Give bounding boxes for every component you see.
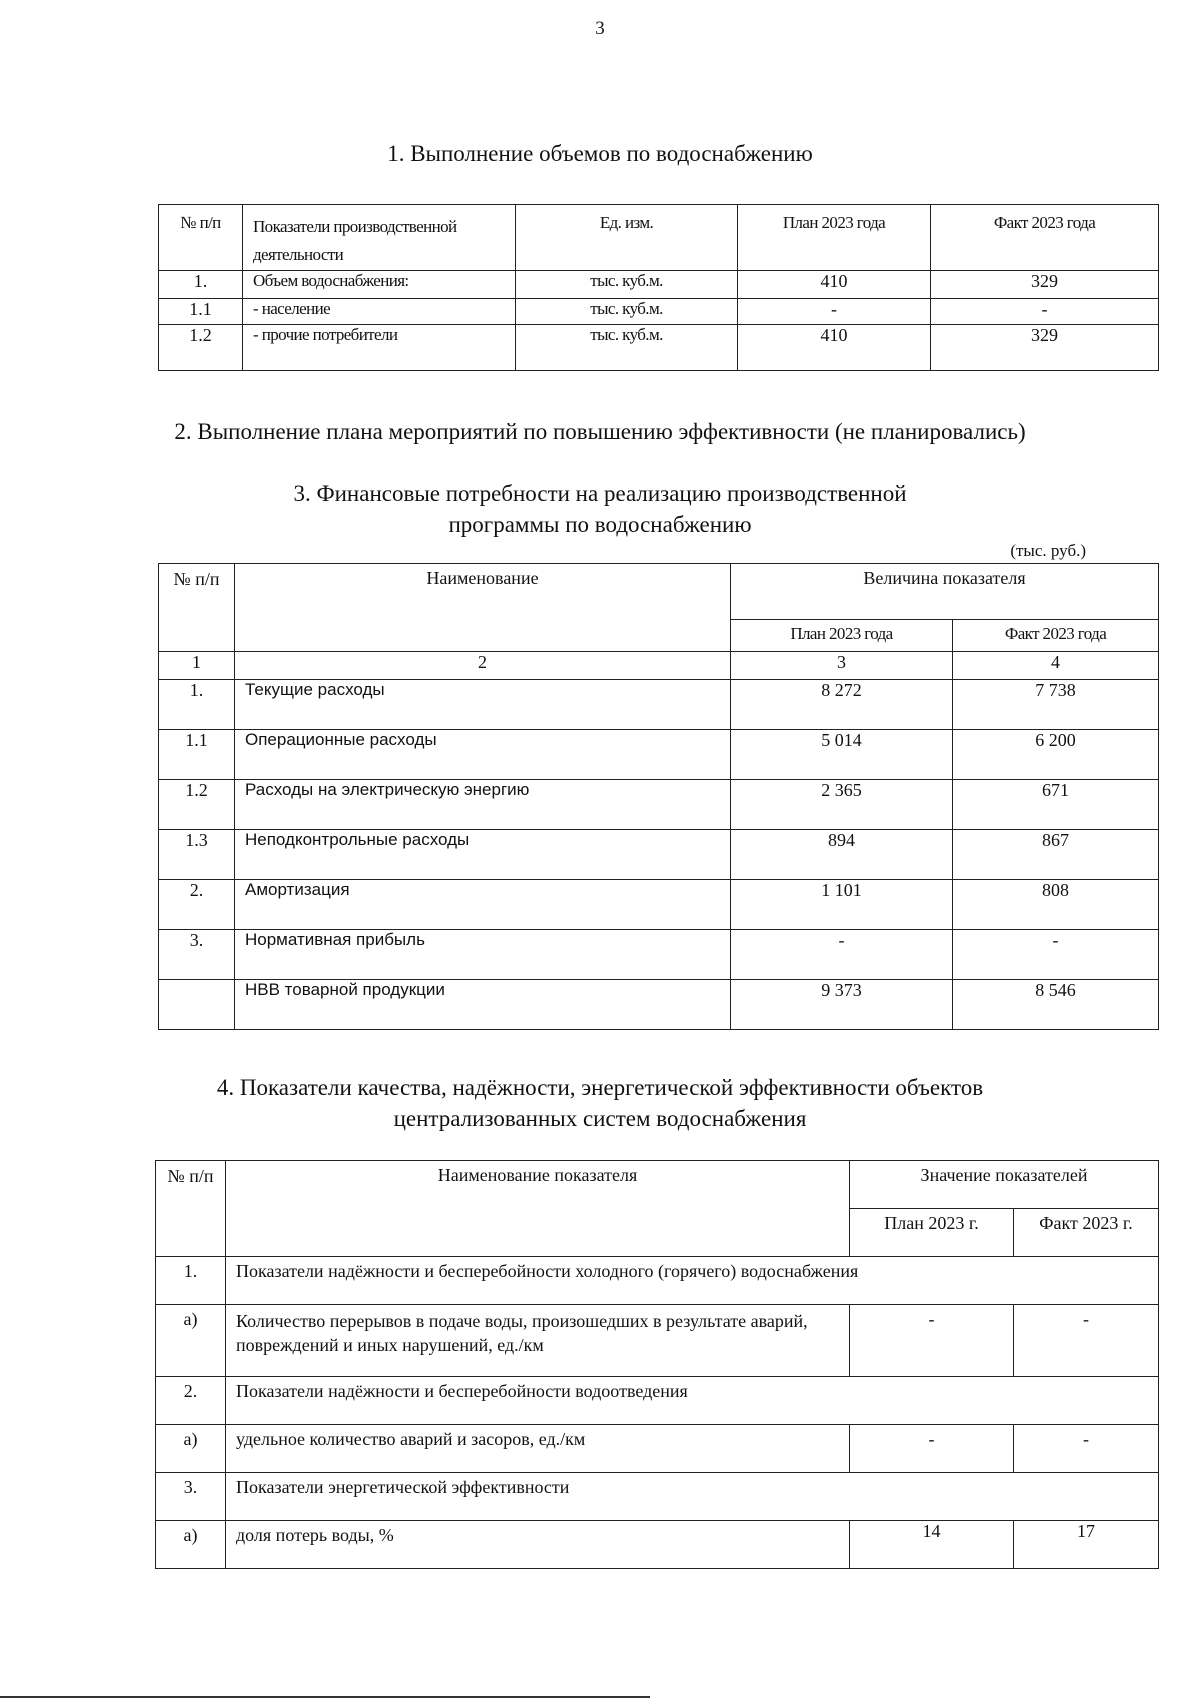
section4-title-line1: 4. Показатели качества, надёжности, энергетической эффективности объектов [216,1075,984,1100]
header-unit: Ед. изм. [516,205,738,271]
table-row: 1. Текущие расходы 8 272 7 738 [159,680,1159,730]
column-numbers-row: 1 2 3 4 [159,652,1159,680]
page-number: 3 [595,18,605,39]
header-num: № п/п [159,564,235,652]
table-row: а) удельное количество аварий и засоров, ед./км - - [156,1425,1159,1473]
table-row: 1.1 - население тыс. куб.м. - - [159,299,1159,325]
section4-title-line2: централизованных систем водоснабжения [393,1106,807,1131]
table-row: а) доля потерь воды, % 14 17 [156,1521,1159,1569]
table-header-row [159,205,1159,271]
header-value: Величина показателя [731,564,1159,620]
header-value: Значение показателей [850,1161,1159,1209]
section2-title: 2. Выполнение плана мероприятий по повышению эффективности (не планировались) [174,419,1026,444]
financial-needs-table [158,563,1159,1030]
table-row: 2. Амортизация 1 101 808 [159,880,1159,930]
table-row: 1.2 - прочие потребители тыс. куб.м. 410 329 [159,325,1159,371]
table-row: 1.1 Операционные расходы 5 014 6 200 [159,730,1159,780]
water-supply-volume-table [158,204,1159,371]
unit-note: (тыс. руб.) [1010,541,1086,560]
table-row: 1.3 Неподконтрольные расходы 894 867 [159,830,1159,880]
table-row: 1.2 Расходы на электрическую энергию 2 365 671 [159,780,1159,830]
section3-title-line2: программы по водоснабжению [448,512,752,537]
table-row: 1. Объем водоснабжения: тыс. куб.м. 410 329 [159,271,1159,299]
section1-title: 1. Выполнение объемов по водоснабжению [387,141,813,166]
header-name: Наименование [235,564,731,652]
header-num: № п/п [156,1161,226,1257]
header-plan: План 2023 года [738,205,931,271]
header-fact: Факт 2023 г. [1014,1209,1159,1257]
header-fact: Факт 2023 года [931,205,1159,271]
table-row-total: НВВ товарной продукции 9 373 8 546 [159,980,1159,1030]
section3-title-line1: 3. Финансовые потребности на реализацию производственной [293,481,907,506]
quality-indicators-table [155,1160,1159,1569]
header-plan: План 2023 года [731,620,953,652]
header-fact: Факт 2023 года [953,620,1159,652]
header-name: Наименование показателя [226,1161,850,1257]
table-row: 3. Нормативная прибыль - - [159,930,1159,980]
header-plan: План 2023 г. [850,1209,1014,1257]
header-indicator: Показатели производственной деятельности [243,205,516,271]
table-row-group: 1. Показатели надёжности и бесперебойности холодного (горячего) водоснабжения [156,1257,1159,1305]
header-num: № п/п [159,205,243,271]
table-row-group: 3. Показатели энергетической эффективности [156,1473,1159,1521]
table-row: а) Количество перерывов в подаче воды, произошедших в результате аварий, повреждений и иных нарушений, ед./км - - [156,1305,1159,1377]
page-bottom-rule [0,1696,650,1698]
table-row-group: 2. Показатели надёжности и бесперебойности водоотведения [156,1377,1159,1425]
